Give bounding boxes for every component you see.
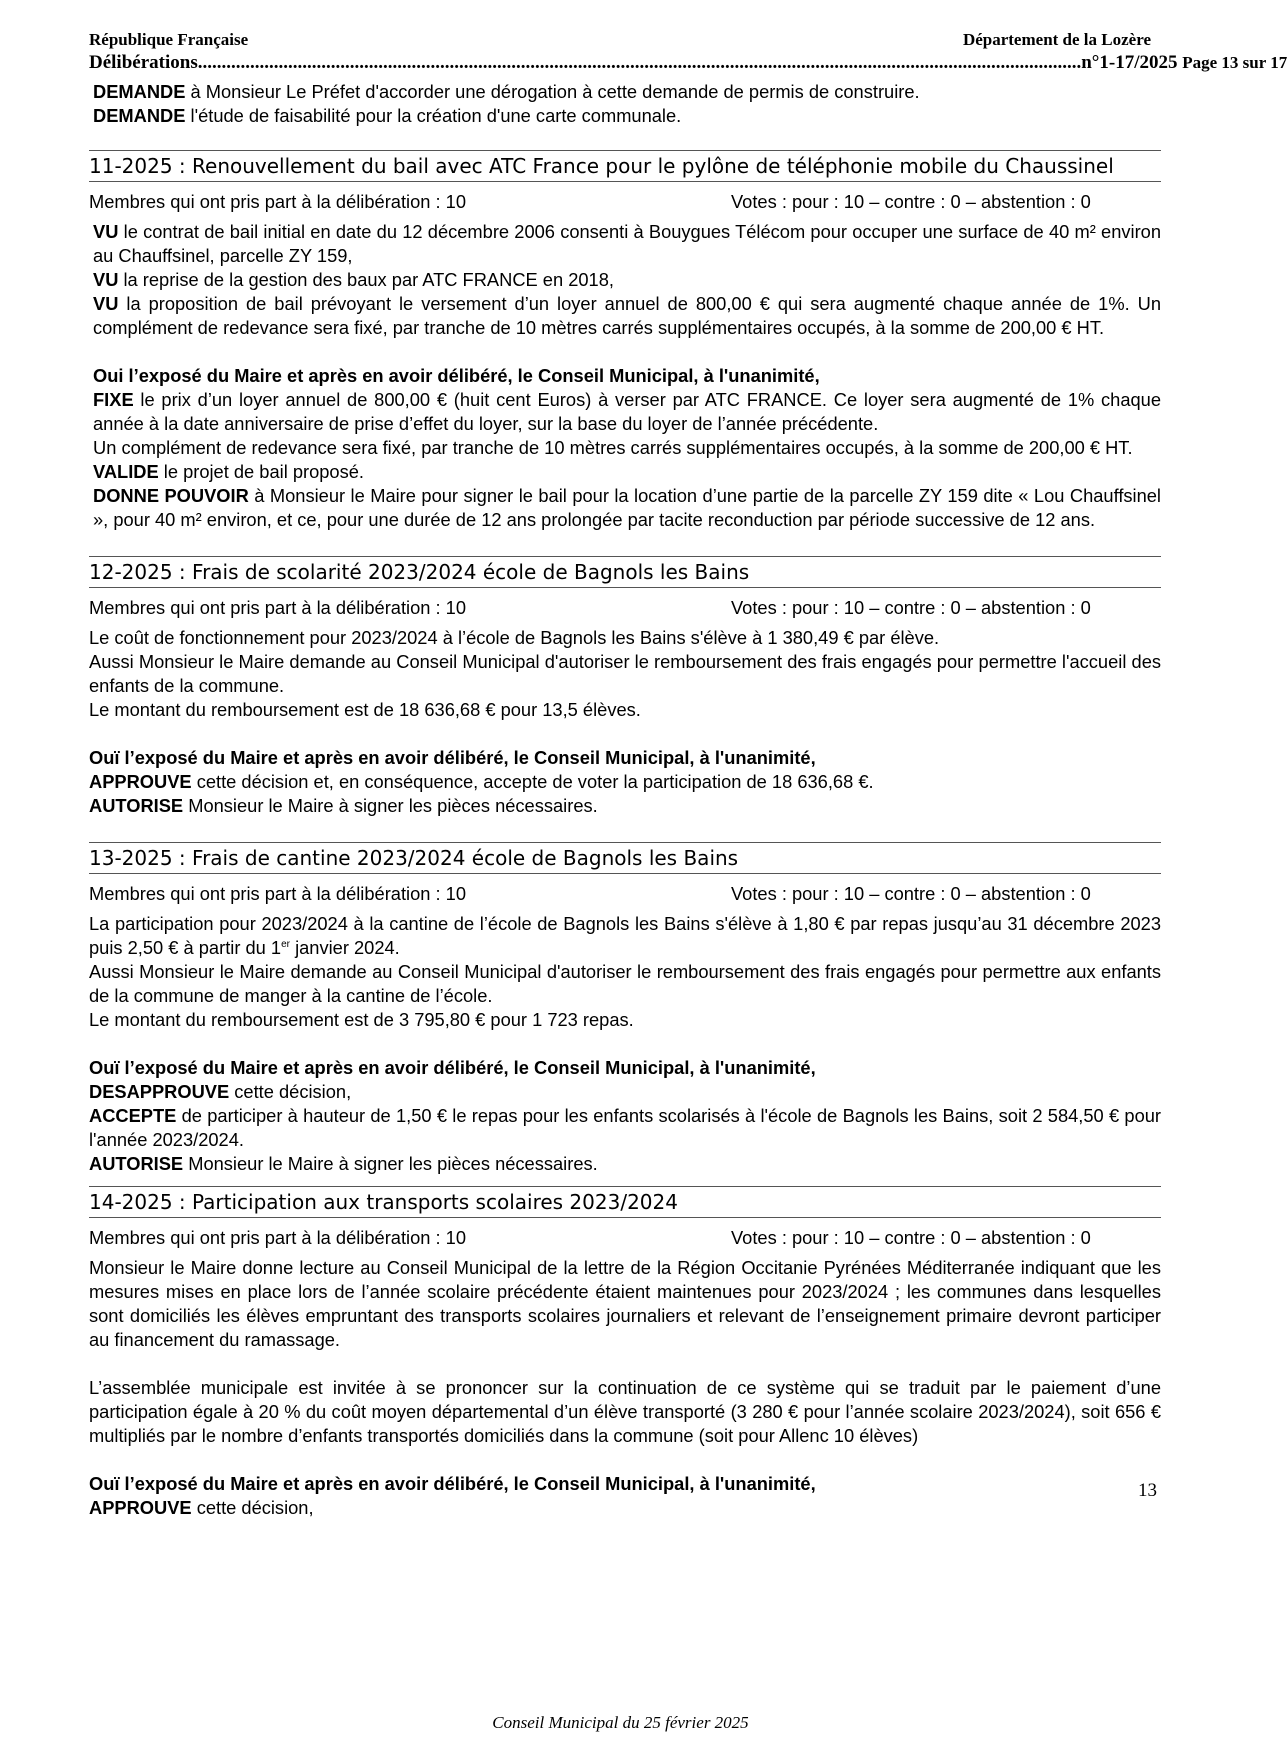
keyword-vu: VU [93, 221, 119, 242]
header-ref: n°1-17/2025 [1081, 52, 1178, 73]
votes-result: Votes : pour : 10 – contre : 0 – abstention : 0 [731, 191, 1091, 212]
section-body-14 [89, 1256, 1161, 1520]
members-count: Membres qui ont pris part à la délibération : 10 [89, 597, 466, 618]
oui-statement [89, 746, 1161, 770]
section-title-13: 13-2025 : Frais de cantine 2023/2024 école de Bagnols les Bains [89, 842, 1161, 874]
approuve-paragraph [89, 1496, 1161, 1520]
header-leader-dots: .......................................................................................................................................................................................... [197, 52, 1082, 73]
paragraph: Le coût de fonctionnement pour 2023/2024 à l’école de Bagnols les Bains s'élève à 1 380,49 € par élève. [89, 627, 940, 648]
accepte-text: de participer à hauteur de 1,50 € le repas pour les enfants scolarisés à l'école de Bagnols les Bains, soit 2 584,50 € pour l'année 2023/2024. [89, 1105, 1161, 1150]
approuve-paragraph [89, 770, 1161, 794]
oui-text: Oui l’exposé du Maire et après en avoir délibéré, le Conseil Municipal, à l'unanimité, [93, 365, 820, 386]
paragraph [89, 912, 1161, 960]
keyword-autorise: AUTORISE [89, 1153, 184, 1174]
oui-text: Ouï l’exposé du Maire et après en avoir délibéré, le Conseil Municipal, à l'unanimité, [89, 1057, 816, 1078]
approuve-text: cette décision et, en conséquence, accepte de voter la participation de 18 636,68 €. [191, 771, 874, 792]
section-title-11: 11-2025 : Renouvellement du bail avec ATC France pour le pylône de téléphonie mobile du Chaussinel [89, 150, 1161, 182]
paragraph: Le montant du remboursement est de 3 795,80 € pour 1 723 repas. [89, 1009, 634, 1030]
valide-paragraph [93, 460, 1161, 484]
superscript: er [281, 938, 290, 950]
vote-row-13 [89, 882, 1161, 906]
paragraph: L’assemblée municipale est invitée à se prononcer sur la continuation de ce système qui se traduit par le paiement d’une participation égale à 20 % du coût moyen départemental d’un élève transporté (3 280 € pour l’année scolaire 2023/2024), soit 656 € multipliés par le nombre d’enfants transportés domiciliés dans la commune (soit pour Allenc 10 élèves) [89, 1377, 1161, 1446]
autorise-paragraph [89, 794, 1161, 818]
votes-result: Votes : pour : 10 – contre : 0 – abstention : 0 [731, 1227, 1091, 1248]
section-body-12 [89, 626, 1161, 818]
donne-pouvoir-text: à Monsieur le Maire pour signer le bail pour la location d’une partie de la parcelle ZY 159 dite « Lou Chauffsinel », pour 40 m² environ, et ce, pour une durée de 12 ans prolongée par tacite reconduction par période successive de 12 ans. [93, 485, 1161, 530]
intro-line-2-text: l'étude de faisabilité pour la création d'une carte communale. [185, 105, 682, 126]
autorise-paragraph [89, 1152, 1161, 1176]
fixe-text: le prix d’un loyer annuel de 800,00 € (huit cent Euros) à verser par ATC FRANCE. Ce loyer sera augmenté de 1% chaque année à la date anniversaire de prise d’effet du loyer, sur la base du loyer de l’année précédente. [93, 389, 1161, 434]
approuve-text: cette décision, [191, 1497, 314, 1518]
header-title: Délibérations [89, 52, 198, 73]
keyword-approuve: APPROUVE [89, 771, 192, 792]
document-body [89, 80, 1161, 1520]
oui-statement [89, 1056, 1161, 1080]
members-count: Membres qui ont pris part à la délibération : 10 [89, 191, 466, 212]
header-page-count: Page 13 sur 17 [1182, 53, 1287, 72]
accepte-paragraph [89, 1104, 1161, 1152]
oui-statement [93, 364, 1161, 388]
vote-row-11 [89, 190, 1161, 214]
section-title-12: 12-2025 : Frais de scolarité 2023/2024 école de Bagnols les Bains [89, 556, 1161, 588]
desapprouve-paragraph [89, 1080, 1161, 1104]
vu-paragraph [93, 268, 1161, 292]
autorise-text: Monsieur le Maire à signer les pièces nécessaires. [183, 795, 598, 816]
intro-line-1 [93, 80, 1161, 104]
keyword-accepte: ACCEPTE [89, 1105, 177, 1126]
vu-text: le contrat de bail initial en date du 12 décembre 2006 consenti à Bouygues Télécom pour occuper une surface de 40 m² environ au Chauffsinel, parcelle ZY 159, [93, 221, 1161, 266]
keyword-vu: VU [93, 293, 119, 314]
vote-row-12 [89, 596, 1161, 620]
complement-paragraph: Un complément de redevance sera fixé, par tranche de 10 mètres carrés supplémentaires occupés, à la somme de 200,00 € HT. [93, 437, 1133, 458]
keyword-demande: DEMANDE [93, 81, 186, 102]
intro-line-2 [93, 104, 1161, 128]
valide-text: le projet de bail proposé. [158, 461, 364, 482]
keyword-desapprouve: DESAPPROUVE [89, 1081, 230, 1102]
paragraph: Le montant du remboursement est de 18 636,68 € pour 13,5 élèves. [89, 699, 641, 720]
section-title-14: 14-2025 : Participation aux transports scolaires 2023/2024 [89, 1186, 1161, 1218]
paragraph: Aussi Monsieur le Maire demande au Conseil Municipal d'autoriser le remboursement des frais engagés pour permettre l'accueil des enfants de la commune. [89, 651, 1161, 696]
paragraph-text: janvier 2024. [289, 937, 400, 958]
vu-text: la proposition de bail prévoyant le versement d’un loyer annuel de 800,00 € qui sera augmenté chaque année de 1%. Un complément de redevance sera fixé, par tranche de 10 mètres carrés supplémentaires occupés, à la somme de 200,00 € HT. [93, 293, 1161, 338]
keyword-demande: DEMANDE [93, 105, 186, 126]
keyword-autorise: AUTORISE [89, 795, 184, 816]
header-republique: République Française [89, 30, 249, 49]
votes-result: Votes : pour : 10 – contre : 0 – abstention : 0 [731, 597, 1091, 618]
oui-text: Ouï l’exposé du Maire et après en avoir délibéré, le Conseil Municipal, à l'unanimité, [89, 1473, 816, 1494]
section-body-11 [89, 220, 1161, 532]
paragraph: Aussi Monsieur le Maire demande au Conseil Municipal d'autoriser le remboursement des frais engagés pour permettre aux enfants de la commune de manger à la cantine de l’école. [89, 961, 1161, 1006]
keyword-approuve: APPROUVE [89, 1497, 192, 1518]
keyword-valide: VALIDE [93, 461, 159, 482]
members-count: Membres qui ont pris part à la délibération : 10 [89, 883, 466, 904]
keyword-donne-pouvoir: DONNE POUVOIR [93, 485, 249, 506]
oui-text: Ouï l’exposé du Maire et après en avoir délibéré, le Conseil Municipal, à l'unanimité, [89, 747, 816, 768]
vu-text: la reprise de la gestion des baux par ATC FRANCE en 2018, [118, 269, 614, 290]
intro-block [89, 80, 1161, 128]
vu-paragraph [93, 220, 1161, 268]
oui-statement [89, 1472, 1161, 1496]
paragraph: Monsieur le Maire donne lecture au Conseil Municipal de la lettre de la Région Occitanie Pyrénées Méditerranée indiquant que les mesures mises en place lors de l’année scolaire précédente étaient maintenues pour 2023/2024 ; les communes dans lesquelles sont domiciliés les élèves empruntant des transports scolaires journaliers et relevant de l’enseignement primaire devront participer au financement du ramassage. [89, 1257, 1161, 1350]
footer-meeting-date: Conseil Municipal du 25 février 2025 [492, 1713, 749, 1732]
keyword-fixe: FIXE [93, 389, 134, 410]
header-departement: Département de la Lozère [962, 30, 1151, 49]
members-count: Membres qui ont pris part à la délibération : 10 [89, 1227, 466, 1248]
vote-row-14 [89, 1226, 1161, 1250]
donne-pouvoir-paragraph [93, 484, 1161, 532]
votes-result: Votes : pour : 10 – contre : 0 – abstention : 0 [731, 883, 1091, 904]
page-number: 13 [1138, 1480, 1157, 1501]
vu-paragraph [93, 292, 1161, 340]
section-body-13 [89, 912, 1161, 1176]
intro-line-1-text: à Monsieur Le Préfet d'accorder une dérogation à cette demande de permis de construire. [185, 81, 920, 102]
header-deliberations-line [89, 52, 1287, 74]
autorise-text: Monsieur le Maire à signer les pièces nécessaires. [183, 1153, 598, 1174]
fixe-paragraph [93, 388, 1161, 436]
paragraph-text: La participation pour 2023/2024 à la cantine de l’école de Bagnols les Bains s'élève à 1,80 € par repas jusqu’au 31 décembre 2023 puis 2,50 € à partir du 1 [89, 913, 1161, 958]
keyword-vu: VU [93, 269, 119, 290]
desapprouve-text: cette décision, [229, 1081, 352, 1102]
